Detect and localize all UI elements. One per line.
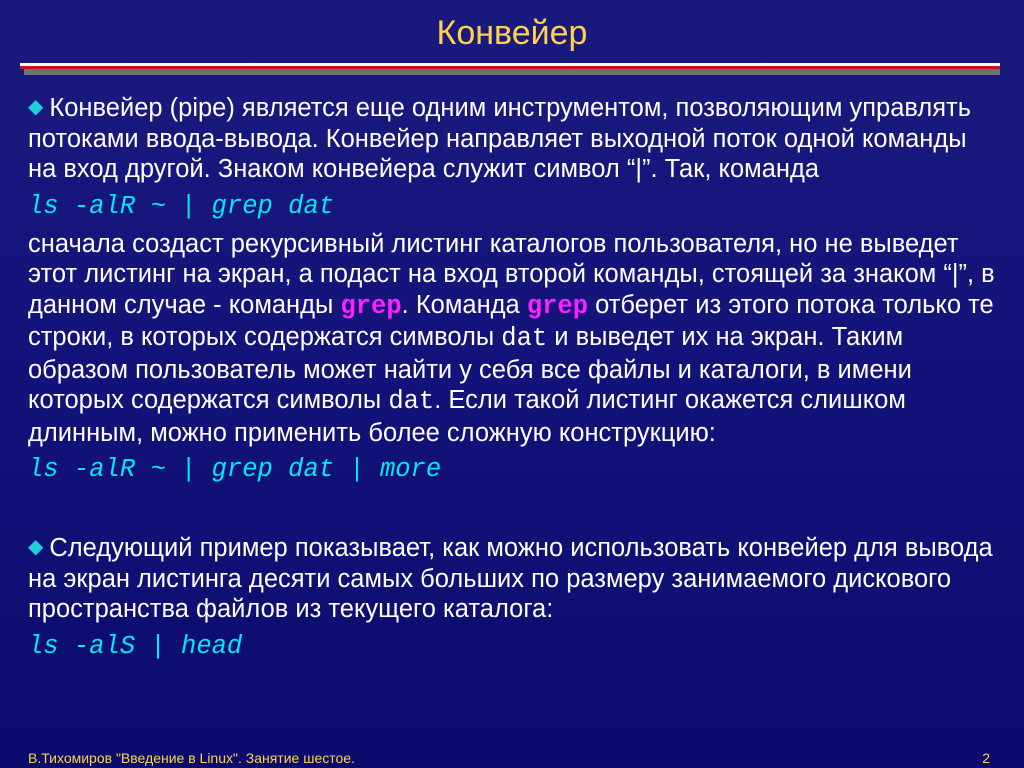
dat-keyword: dat — [501, 324, 548, 353]
code-example-grep: ls -alR ~ | grep dat — [28, 191, 335, 221]
page-number: 2 — [982, 750, 990, 766]
code-example-head: ls -alS | head — [28, 631, 243, 661]
diamond-bullet-icon: ◆ — [28, 96, 44, 118]
explanation-text-4: и выведет их на экран. Таким образом пользователь может найти у себя все файлы и каталоги, в имени которых содержатся символы — [28, 323, 912, 414]
explanation-text-1: сначала создаст рекурсивный листинг каталогов пользователя, но не выведет этот листинг на экран, а подаст на вход второй команды, стоящей за знаком “|”, в данном случае - команды — [28, 229, 995, 319]
divider-shadow — [24, 69, 1000, 75]
dat-keyword: dat — [388, 387, 435, 416]
slide-body — [28, 92, 998, 669]
paragraph-pipe-intro-text: Конвейер (pipe) является еще одним инструментом, позволяющим управлять потоками ввода-вывода. Конвейер направляет выходной поток одной команды на вход другой. Знаком конвейера служит символ “|”. Так, команда — [28, 94, 971, 183]
code-example-more: ls -alR ~ | grep dat | more — [28, 455, 442, 484]
paragraph-pipe-intro — [28, 92, 998, 185]
paragraph-explanation — [28, 229, 998, 449]
explanation-text-5: . Если такой листинг окажется слишком длинным, можно применить более сложную конструкцию: — [28, 386, 906, 447]
explanation-text-2: . Команда — [401, 290, 527, 319]
grep-keyword: grep — [526, 291, 589, 321]
paragraph-head-example-text: Следующий пример показывает, как можно использовать конвейер для вывода на экран листинга десяти самых больших по размеру занимаемого дискового пространства файлов из текущего каталога: — [28, 534, 993, 623]
diamond-bullet-icon: ◆ — [28, 536, 44, 558]
spacer — [28, 492, 998, 532]
explanation-text-3: отберет из этого потока только те строки, в которых содержатся символы — [28, 290, 994, 351]
paragraph-head-example — [28, 532, 998, 625]
slide-title: Конвейер — [436, 14, 588, 52]
footer-credit: В.Тихомиров "Введение в Linux". Занятие шестое. — [28, 750, 355, 766]
title-divider — [20, 63, 1000, 75]
grep-keyword: grep — [340, 291, 402, 321]
